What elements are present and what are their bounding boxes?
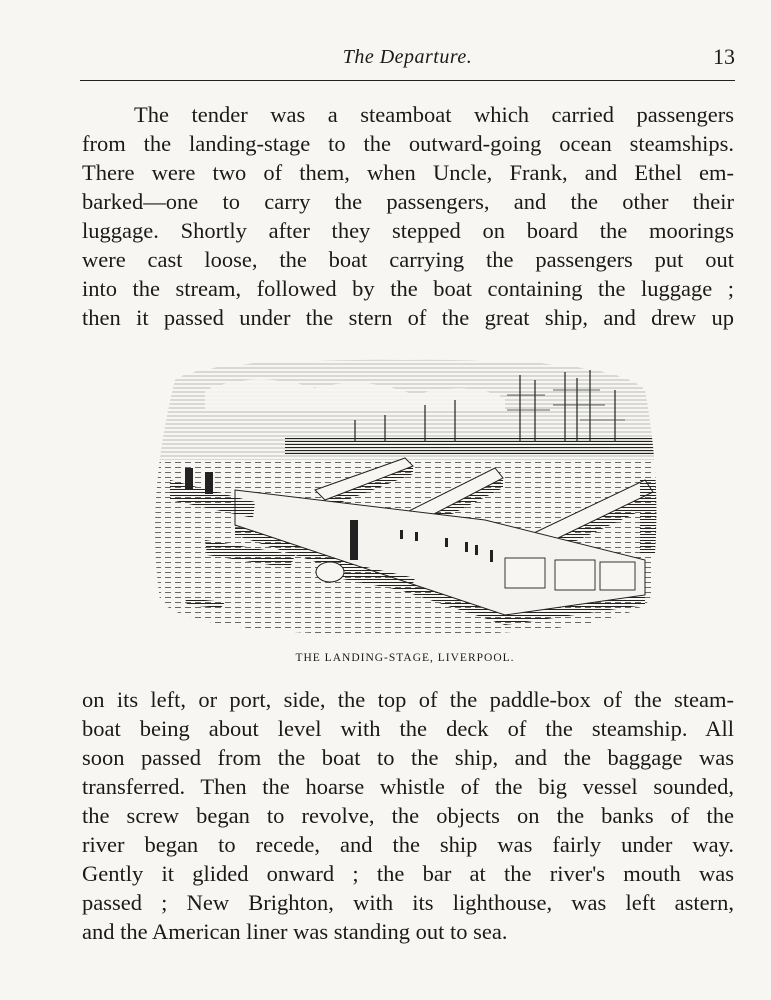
running-head — [80, 40, 735, 80]
paragraph-2 — [82, 685, 734, 946]
text-line: transferred. Then the hoarse whistle of the big vessel sounded, — [82, 774, 734, 799]
figure-caption: THE LANDING-STAGE, LIVERPOOL. — [295, 652, 515, 664]
text-line: into the stream, followed by the boat containing the luggage ; — [82, 276, 734, 301]
text-line: luggage. Shortly after they stepped on board the moorings — [82, 218, 734, 243]
text-line: on its left, or port, side, the top of the paddle-box of the steam- — [82, 687, 734, 712]
text-line: were cast loose, the boat carrying the passengers put out — [82, 247, 734, 272]
text-line: then it passed under the stern of the great ship, and drew up — [82, 305, 734, 330]
text-line: The tender was a steamboat which carried passengers — [134, 102, 734, 127]
text-line: boat being about level with the deck of the steamship. All — [82, 716, 734, 741]
landing-stage-engraving — [145, 350, 665, 640]
running-title: The Departure. — [342, 46, 473, 68]
page-number: 13 — [713, 44, 735, 69]
text-line: soon passed from the boat to the ship, and the baggage was — [82, 745, 734, 770]
text-line: the screw began to revolve, the objects on the banks of the — [82, 803, 734, 828]
text-line: from the landing-stage to the outward-going ocean steamships. — [82, 131, 734, 156]
paragraph-1 — [82, 100, 734, 332]
text-line: river began to recede, and the ship was fairly under way. — [82, 832, 734, 857]
header-rule — [80, 80, 735, 81]
text-line: Gently it glided onward ; the bar at the river's mouth was — [82, 861, 734, 886]
text-line: passed ; New Brighton, with its lighthouse, was left astern, — [82, 890, 734, 915]
text-line: There were two of them, when Uncle, Frank, and Ethel em- — [82, 160, 734, 185]
text-line: barked—one to carry the passengers, and the other their — [82, 189, 734, 214]
text-line: and the American liner was standing out to sea. — [82, 919, 508, 944]
